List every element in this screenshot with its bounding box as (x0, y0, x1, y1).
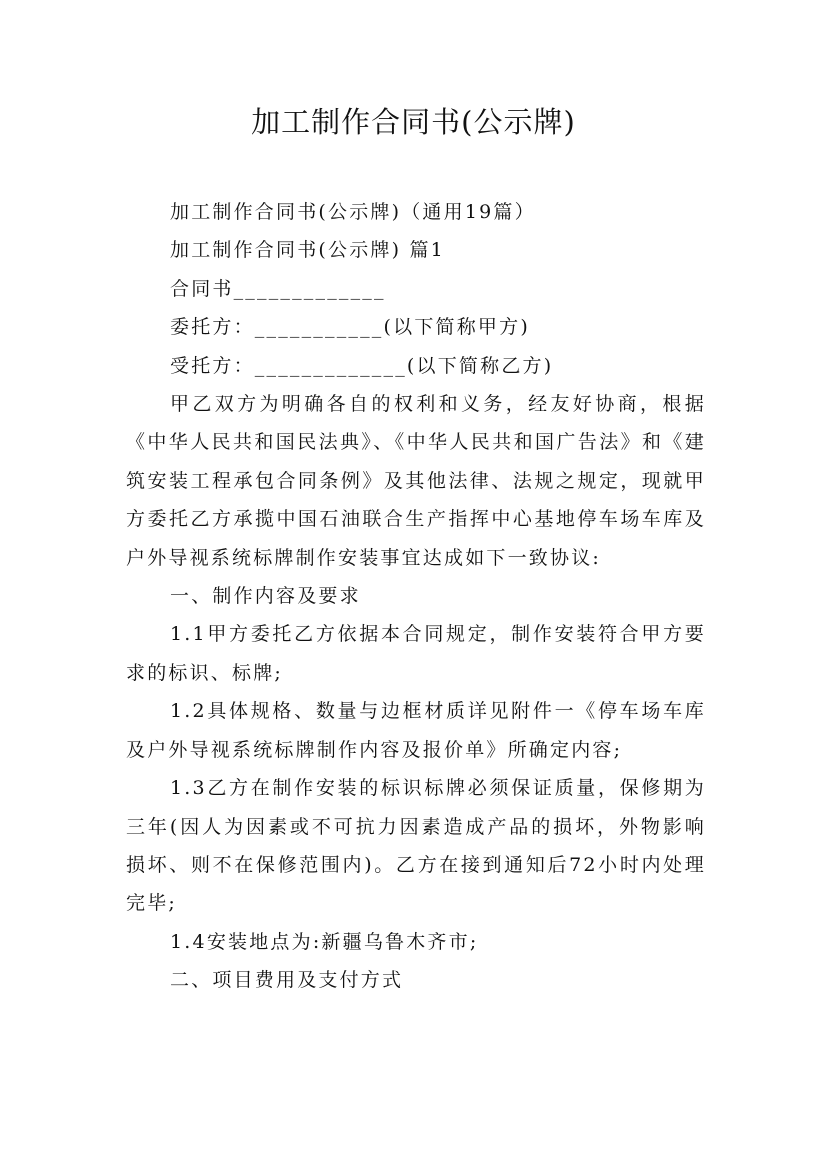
heading-general: 加工制作合同书(公示牌)（通用19篇） (170, 201, 536, 223)
clause-1-3: 1.3乙方在制作安装的标识标牌必须保证质量，保修期为三年(因人为因素或不可抗力因素造成产品的损坏，外物影响损坏、则不在保修范围内)。乙方在接到通知后72小时内处理完毕; (126, 777, 706, 915)
heading-part-1: 加工制作合同书(公示牌) 篇1 (170, 239, 445, 262)
clause-1-1: 1.1甲方委托乙方依据本合同规定，制作安装符合甲方要求的标识、标牌; (126, 623, 706, 684)
party-b-line: 受托方：_____________(以下简称乙方) (170, 354, 554, 377)
clause-1-2: 1.2具体规格、数量与边框材质详见附件一《停车场车库及户外导视系统标牌制作内容及报价单》所确定内容; (126, 700, 706, 761)
party-a-line: 委托方：___________(以下简称甲方) (170, 316, 530, 339)
section-1-heading: 一、制作内容及要求 (170, 585, 361, 608)
preamble-paragraph: 甲乙双方为明确各自的权利和义务，经友好协商，根据《中华人民共和国民法典》、《中华人民共和国广告法》和《建筑安装工程承包合同条例》及其他法律、法规之规定，现就甲方委托乙方承揽中国石油联合生产指挥中心基地停车场车库及户外导视系统标牌制作安装事宜达成如下一致协议: (126, 393, 706, 569)
clause-1-4: 1.4安装地点为:新疆乌鲁木齐市; (170, 930, 479, 953)
section-2-heading: 二、项目费用及支付方式 (170, 969, 404, 992)
contract-number-line: 合同书_____________ (170, 277, 386, 300)
document-title: 加工制作合同书(公示牌) (251, 105, 576, 139)
document-body (126, 193, 706, 1000)
